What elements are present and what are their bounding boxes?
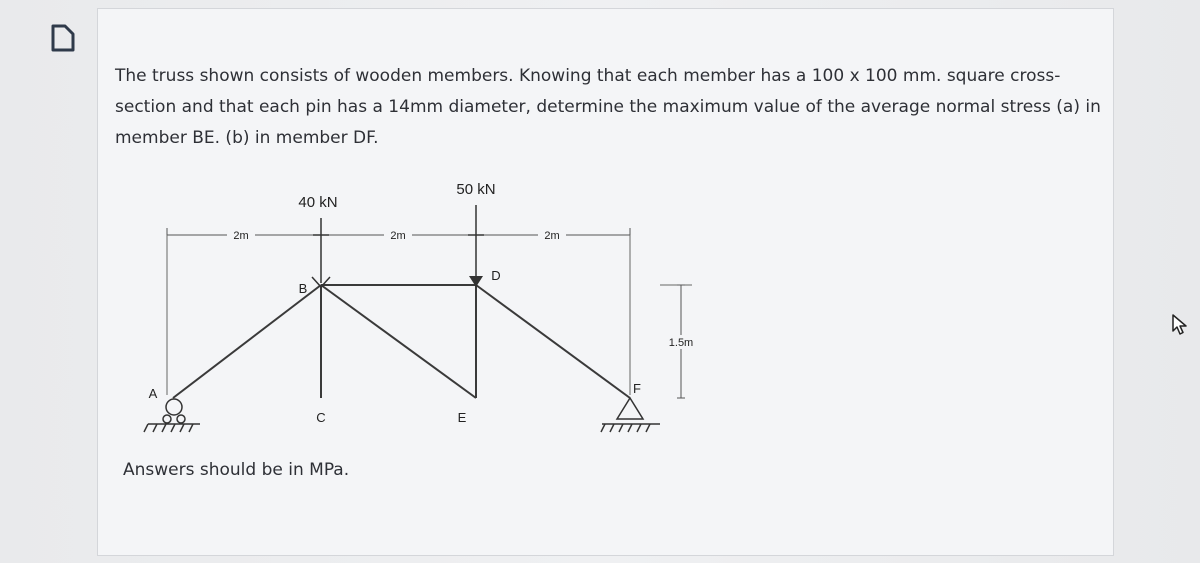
load-arrow-40kn bbox=[312, 218, 330, 287]
span-label-ab: 2m bbox=[233, 230, 249, 242]
span-label-df: 2m bbox=[544, 230, 560, 242]
member-ab bbox=[173, 285, 321, 398]
node-label-e: E bbox=[457, 410, 467, 425]
node-label-f: F bbox=[633, 381, 641, 396]
node-label-c: C bbox=[316, 410, 326, 425]
extension-lines bbox=[167, 235, 692, 395]
member-df bbox=[476, 285, 630, 398]
load-arrow-50kn bbox=[468, 205, 484, 287]
node-label-a: A bbox=[148, 386, 158, 401]
question-text: The truss shown consists of wooden members. Knowing that each member has a 100 x 100 mm. square cross-section and that each pin has a 14mm diameter, determine the maximum value of the average normal stress (a) in member BE. (b) in member DF. bbox=[115, 66, 1101, 148]
load-label-40kn: 40 kN bbox=[298, 194, 338, 211]
node-label-d: D bbox=[491, 268, 501, 283]
span-label-bd: 2m bbox=[390, 230, 406, 242]
height-label: 1.5m bbox=[668, 337, 694, 349]
truss-members bbox=[173, 285, 630, 398]
mouse-pointer-icon bbox=[1170, 313, 1190, 337]
answer-note: Answers should be in MPa. bbox=[123, 460, 350, 480]
node-label-b: B bbox=[298, 281, 308, 296]
load-label-50kn: 50 kN bbox=[456, 181, 496, 198]
pin-support-f bbox=[601, 398, 660, 432]
roller-support-a bbox=[144, 399, 200, 432]
member-be bbox=[321, 285, 476, 398]
